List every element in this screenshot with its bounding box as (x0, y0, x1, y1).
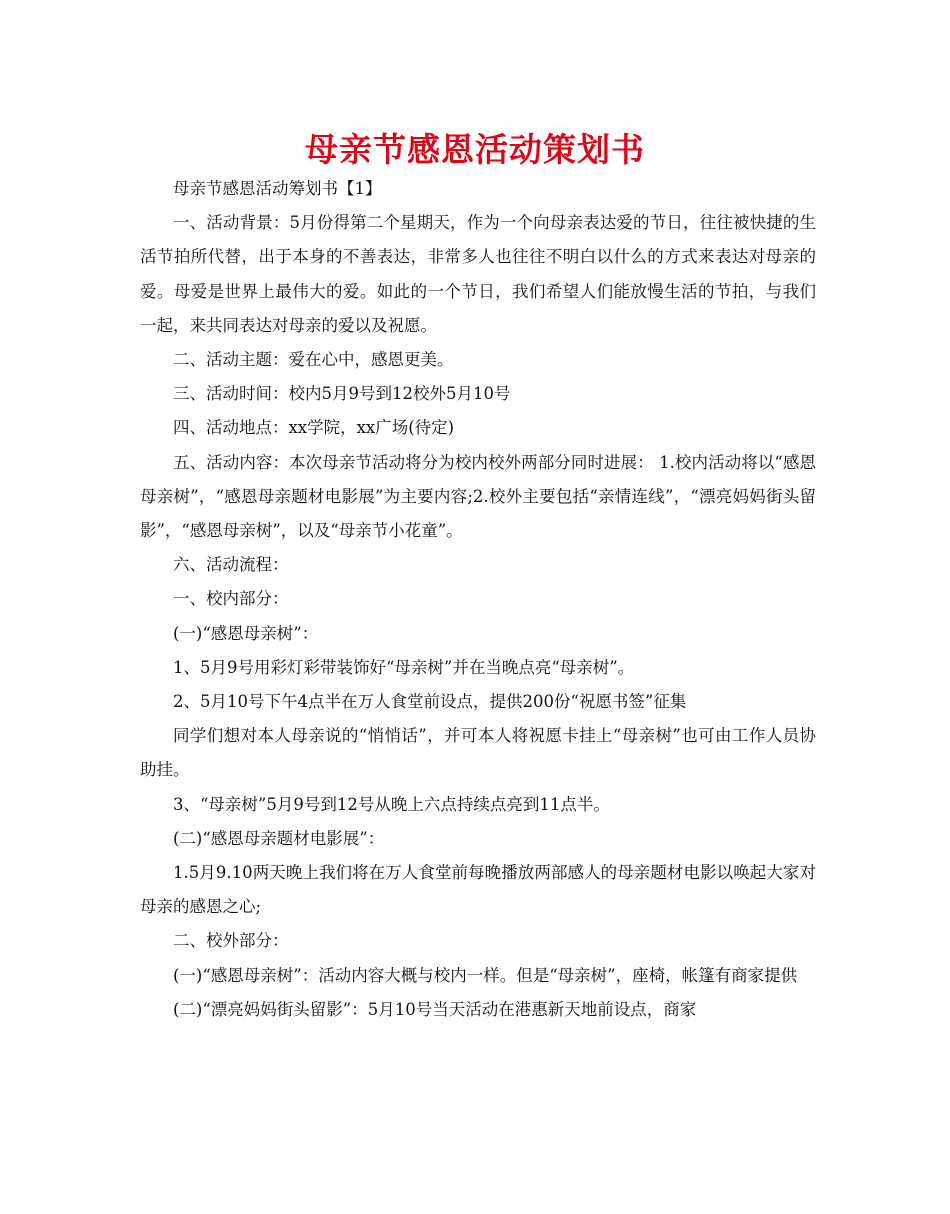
paragraph: (一)“感恩母亲树”： (173, 623, 319, 643)
paragraph: 3、“母亲树”5月9号到12号从晚上六点持续点亮到11点半。 (173, 794, 610, 814)
paragraph: 五、活动内容：本次母亲节活动将分为校内校外两部分同时进展： 1.校内活动将以“感恩母亲树”，“感恩母亲题材电影展”为主要内容;2.校外主要包括“亲情连线”，“漂亮妈妈街头留影”，“感恩母亲树”，以及“母亲节小花童”。 (140, 452, 816, 541)
paragraph: 六、活动流程： (173, 555, 289, 575)
paragraph: 母亲节感恩活动筹划书【1】 (173, 179, 382, 198)
paragraph: (二)“漂亮妈妈街头留影”：5月10号当天活动在港惠新天地前设点，商家 (173, 999, 697, 1019)
paragraph: 三、活动时间：校内5月9号到12校外5月10号 (173, 384, 511, 404)
paragraph: 一、校内部分： (173, 589, 289, 609)
paragraph: 同学们想对本人母亲说的“悄悄话”，并可本人将祝愿卡挂上“母亲树”也可由工作人员协助挂。 (140, 726, 816, 780)
paragraph: 一、活动背景：5月份得第二个星期天，作为一个向母亲表达爱的节日，往往被快捷的生活节拍所代替，出于本身的不善表达，非常多人也往往不明白以什么的方式来表达对母亲的爱。母爱是世界上最伟大的爱。如此的一个节日，我们希望人们能放慢生活的节拍，与我们一起，来共同表达对母亲的爱以及祝愿。 (140, 213, 816, 335)
paragraph: 1、5月9号用彩灯彩带装饰好“母亲树”并在当晚点亮“母亲树”。 (173, 657, 635, 677)
document-body (140, 172, 816, 1027)
paragraph: 1.5月9.10两天晚上我们将在万人食堂前每晚播放两部感人的母亲题材电影以唤起大家对母亲的感恩之心; (140, 863, 816, 917)
paragraph: (一)“感恩母亲树”：活动内容大概与校内一样。但是“母亲树”，座椅，帐篷有商家提供 (173, 965, 798, 985)
paragraph: 2、5月10号下午4点半在万人食堂前设点，提供200份“祝愿书签”征集 (173, 692, 687, 712)
paragraph: 四、活动地点：xx学院，xx广场(待定) (173, 418, 455, 438)
paragraph: (二)“感恩母亲题材电影展”： (173, 828, 385, 848)
paragraph: 二、校外部分： (173, 931, 289, 951)
document-title: 母亲节感恩活动策划书 (305, 130, 645, 169)
paragraph: 二、活动主题：爱在心中，感恩更美。 (173, 350, 454, 370)
